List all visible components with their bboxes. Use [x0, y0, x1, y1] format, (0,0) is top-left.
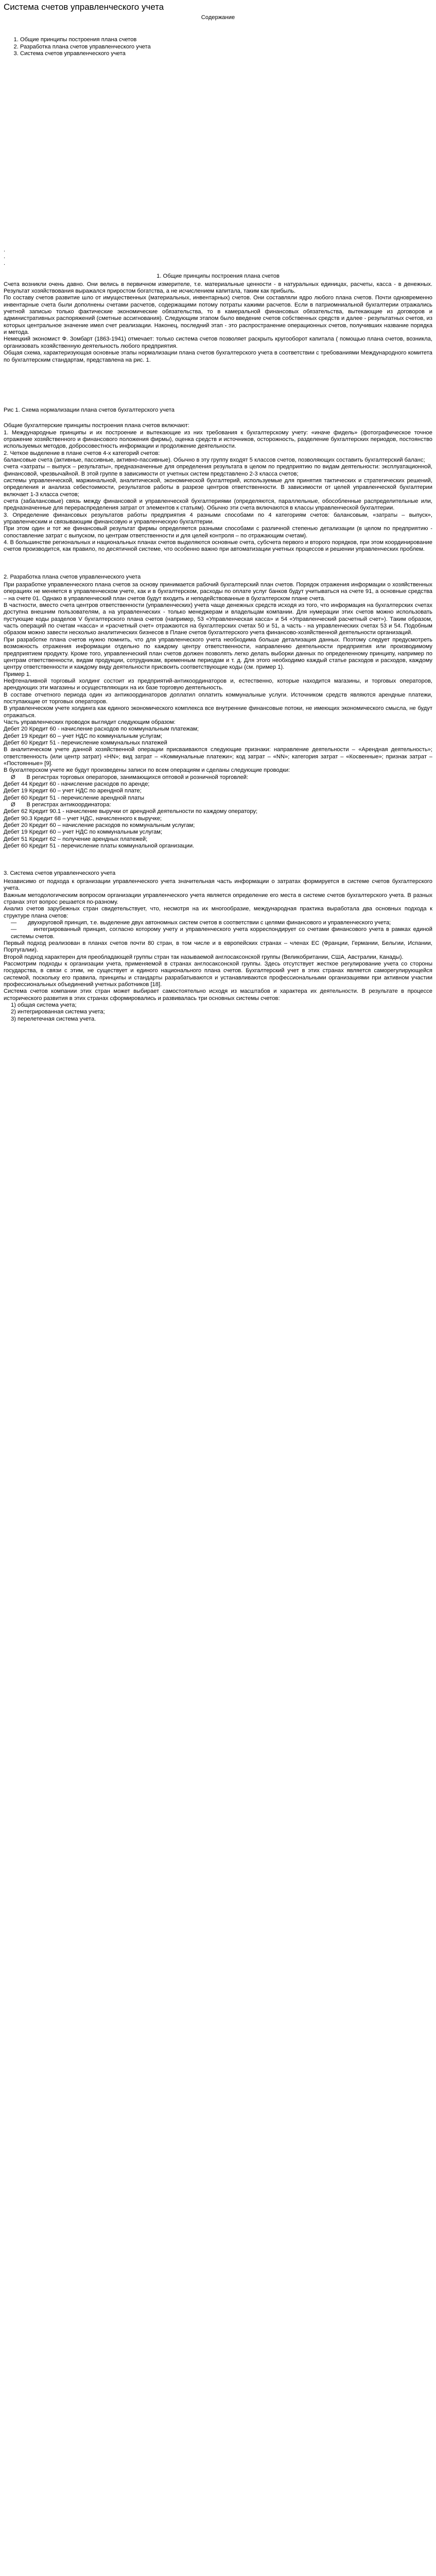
- entry-line: Дебет 60 Кредит 51 - перечисление платы коммунальной организации.: [4, 843, 195, 850]
- paragraph: Общие бухгалтерские принципы построения плана счетов включают:: [4, 422, 189, 429]
- entry-line: Дебет 51 Кредит 62 – получение арендных платежей;: [4, 836, 148, 842]
- paragraph: Рассмотрим подходы к организации учета, применяемой в странах англосаксонской группы. Здесь отсутствует жесткое регулирование учета со стороны государства, в связи с этим, не существует и единого национального плана счетов. Бухгалтерский учет в этих странах является саморегулирующейся системой, поскольку его правила, принципы и стандарты разрабатываются и устанавливаются профессиональными организациями при активном участии профессиональных объединений учетных работников [18].: [4, 960, 432, 988]
- document: [0, 0, 436, 1033]
- bullet-line: Ø В регистрах антикоординатора:: [11, 802, 111, 808]
- entry-line: Дебет 20 Кредит 60 - начисление расходов по коммунальным платежам;: [4, 726, 199, 733]
- list-item: 3) перелетечная система учета.: [11, 1015, 96, 1022]
- section-3-heading: 3. Система счетов управленческого учета: [4, 870, 116, 877]
- paragraph: счета (забалансовые) связь между финансовой и управленческой бухгалтериями (определяются, параллельные, обособленные распределительные или, предназначенные для перераспределения затрат от элементов к статьям). Обычно эти счета включаются в классы управленческой бухгалтерии.: [4, 498, 432, 512]
- paragraph: 1. Международные принципы и их построение и вытекающие из них требования к бухгалтерскому учету: «иначе фидель» (фотографическое точное отражение хозяйственного и финансового положения фирмы), оценка средств и источников, осторожность, разделение бухгалтерских периодов, постоянство используемых методов, добросовестность информации и продолжение деятельности.: [4, 429, 432, 450]
- paragraph: системы управленческой, маржинальной, аналитической, экономической бухгалтерий, используемые для принятия тактических и стратегических решений, определения и анализа себестоимости, результатов работы в разрезе центров ответственности. В зависимости от целей управленческой бухгалтерии включает 1-3 класса счетов;: [4, 477, 432, 498]
- paragraph: Система счетов компании этих стран может выбирает самостоятельно исходя из масштабов и характера их деятельности. В результате в процессе исторического развития в этих странах сформировались и развивалась три основных системы счетов:: [4, 988, 432, 1002]
- paragraph: Независимо от подхода к организации управленческого учета значительная часть информации о затратах формируется в системе счетов бухгалтерского учета.: [4, 878, 432, 892]
- bullet-text: В регистрах антикоординатора:: [26, 802, 111, 808]
- example-label: Пример 1.: [4, 671, 31, 677]
- entry-line: Дебет 60 Кредит 51 - перечисление арендной платы: [4, 794, 145, 801]
- paragraph: В составе отчетного периода один из антикоординаторов доплатил оплатить коммунальные услуги. Источником средств являются арендные платежи, поступающие от торговых операторов.: [4, 691, 432, 705]
- entry-line: Дебет 20 Кредит 60 – начисление расходов по коммунальным услугам;: [4, 822, 195, 829]
- section-2-heading: 2. Разработка плана счетов управленческого учета: [4, 573, 141, 580]
- paragraph: Часть управленческих проводок выглядит следующим образом:: [4, 719, 176, 725]
- entry-line: Дебет 19 Кредит 60 – учет НДС по коммунальным услугам;: [4, 829, 163, 836]
- paragraph: Анализ счетов зарубежных стран свидетельствует, что, несмотря на их многообразие, международная практика выработала два основных подхода к структуре плана счетов:: [4, 906, 432, 919]
- paragraph: счета «затраты – выпуск – результаты», предназначенные для определения результата в целом по предприятию по видам деятельности: эксплуатационной, финансовой, чрезвычайной. В этой группе в зависимости от учетных систем представлено 2-3 класса счетов;: [4, 464, 432, 477]
- entry-line: Дебет 90.3 Кредит 68 – учет НДС, начисленного к выручке;: [4, 815, 162, 822]
- dot-marker: .: [4, 253, 6, 260]
- entry-line: Дебет 19 Кредит 60 – учет НДС по арендной плате;: [4, 788, 142, 794]
- paragraph: При разработке управленческого плана счетов за основу принимается рабочий бухгалтерский план счетов. Порядок отражения информации о хозяйственных операциях не меняется в управленческом учете, как и в бухгалтерском, расходы по оплате услуг банков будут учитываться на счете 91, а основные средства – на счете 01. Однако в управленческий план счетов будут входить и неподействованные в бухгалтерском плане счета.: [4, 582, 432, 602]
- paragraph: Счета возникли очень давно. Они велись в первичном измерителе, т.е. материальные ценности - в натуральных единицах, расчеты, касса - в денежных. Результат хозяйствования выражался приростом богатства, а не исчислением капитала, таким как прибыль.: [4, 281, 432, 295]
- toc-heading: Содержание: [201, 14, 235, 21]
- entry-line: Дебет 44 Кредит 60 - начисление расходов по аренде;: [4, 781, 150, 788]
- toc-item[interactable]: 2. Разработка плана счетов управленческого учета: [20, 44, 432, 50]
- paragraph: балансовые счета (активные, пассивные, активно-пассивные). Обычно в эту группу входят 5 классов счетов, позволяющих составить бухгалтерский баланс;: [4, 456, 425, 463]
- paragraph: Нефтеналивной торговый холдинг состоит из предприятий-антикоординаторов и, естественно, которые находится магазины, и торговых операторов, арендующих эти магазины и осуществляющих на их базе торговую деятельность.: [4, 677, 432, 691]
- paragraph: В аналитическом учете данной хозяйственной операции присваиваются следующие признаки: направление деятельности – «Арендная деятельность»; ответственность (или центр затрат) «НN»; вид затрат – «Коммунальные платежи»; код затрат – «NN»; категория затрат – «Косвенные»; признак затрат – «Постоянные» [9].: [4, 747, 432, 767]
- bullet-line: — интегрированный принцип, согласно которому учету и управленческого учета корреспондирует со счетами финансового учета в рамках единой системы счетов.: [11, 926, 432, 940]
- section-1-heading: 1. Общие принципы построения плана счетов: [156, 273, 280, 280]
- paragraph: Общая схема, характеризующая основные этапы нормализации плана счетов бухгалтерского учета в соответствии с требованиями Международного комитета по бухгалтерским стандартам, представлена на рис. 1.: [4, 350, 432, 363]
- list-item: 2) интегрированная система учета;: [11, 1009, 105, 1015]
- bullet-text: интегрированный принцип, согласно которому учету и управленческого учета корреспондирует со счетами финансового учета в рамках единой системы счетов.: [11, 926, 432, 940]
- paragraph: В управленческом учете холдинга как единого экономического комплекса все внутренние финансовые потоки, не имеющих экономического смысла, не будут отражаться.: [4, 705, 432, 719]
- paragraph: 4. В большинстве региональных и национальных планах счетов выделяются основные счета, субсчета первого и второго порядков, при этом координирование счетов производится, как правило, по десятичной системе, что особенно важно при автоматизации учетных процессов и решении управленческих проблем.: [4, 539, 432, 553]
- toc-item[interactable]: 1. Общие принципы построения плана счетов: [20, 37, 432, 43]
- list-item: 1) общая система учета;: [11, 1002, 77, 1008]
- toc-item[interactable]: 3. Система счетов управленческого учета: [20, 50, 432, 57]
- paragraph: 3. Определение финансовых результатов работы предприятия 4 разными способами по 4 категориям счетов: балансовым, «затраты – выпуск», управленческим и связывающим финансовую и управленческую бухгалтерии.: [4, 512, 432, 525]
- paragraph: 2. Четкое выделение в плане счетов 4-х категорий счетов:: [4, 450, 160, 456]
- paragraph: Второй подход характерен для преобладающей группы стран так называемой англосаксонской группы (Великобритании, США, Австралии, Канады).: [4, 954, 404, 960]
- entry-line: Дебет 62 Кредит 90.1 - начисление выручки от арендной деятельности по каждому оператору;: [4, 808, 258, 815]
- figure-placeholder: [4, 364, 432, 405]
- entry-line: Дебет 19 Кредит 60 – учет НДС по коммунальным услугам;: [4, 733, 163, 739]
- bullet-text: В регистрах торговых операторов, занимающихся оптовой и розничной торговлей:: [26, 774, 249, 781]
- document-title: Система счетов управленческого учета: [4, 2, 164, 12]
- table-of-contents: [11, 37, 432, 57]
- bullet-text: двухкруговой принцип, т.е. выделение двух автономных систем счетов в соответствии с целями финансового и управленческого учета;: [27, 919, 391, 926]
- blank-area: [4, 57, 432, 247]
- paragraph: При этом один и тот же финансовый результат фирмы определяется разными способами с различной степенью детализации (в целом по предприятию - сопоставление затрат с выпуском, по центрам ответственности и для целей контроля – по отражающим счетам).: [4, 526, 432, 539]
- bullet-line: — двухкруговой принцип, т.е. выделение двух автономных систем счетов в соответствии с целями финансового и управленческого учета;: [11, 919, 391, 926]
- paragraph: Важным методологическим вопросом организации управленческого учета является определение его места в системе счетов бухгалтерского учета. В разных странах этот вопрос решается по-разному.: [4, 892, 432, 905]
- paragraph: Немецкий экономист Ф. Зомбарт (1863-1941) отмечает: только система счетов позволяет раскрыть кругооборот капитала ( помощью плана счетов, возникла, организовать хозяйственную деятельность любого предприятия.: [4, 336, 432, 349]
- bullet-line: Ø В регистрах торговых операторов, занимающихся оптовой и розничной торговлей:: [11, 774, 249, 781]
- entry-line: Дебет 60 Кредит 51 - перечисление коммунальных платежей: [4, 739, 167, 746]
- paragraph: При разработке плана счетов нужно помнить, что для управленческого учета необходима больше детализация данных. Поэтому следует предусмотреть возможность отражения информации отдельно по каждому центру ответственности, направлению деятельности предприятия или производимому предприятием продукту. Кроме того, управленческий план счетов должен позволять легко делать выборки данных по определенному принципу, например по центрам ответственности, видам продукции, сотрудникам, временным периодам и т. д. Для этого необходимо каждый статье расходов и расходов, каждому центру ответственности и каждому виду деятельности присвоить соответствующие коды (см. пример 1).: [4, 636, 432, 671]
- paragraph: В частности, вместо счета центров ответственности (управленческих) учета чаще денежных средств исходя из того, что информация на бухгалтерских счетах доступна внешним пользователям, а на управленческих - только менеджерам и владельцам компании. Для нумерации этих счетов можно использовать пустующие коды разделов V бухгалтерского плана счетов (например, 53 «Управленческая касса» и 54 «Управленческий расчетный счет»). Таким образом, часть операций по счетам «касса» и «расчетный счет» отражаются на бухгалтерских счетах 50 и 51, а часть - на управленческих счетах 53 и 54. Подобным образом можно завести несколько аналитических бизнесов в Плане счетов бухгалтерского учета финансово-хозяйственной деятельности организаций.: [4, 602, 432, 636]
- paragraph: Первый подход реализован в планах счетов почти 80 стран, в том числе и в европейских странах – членах ЕС (Франции, Германии, Бельгии, Испании, Португалии).: [4, 940, 432, 954]
- dot-marker: .: [4, 247, 6, 253]
- paragraph: По составу счетов развитие шло от имущественных (материальных, инвентарных) счетов. Они составляли ядро любого плана счетов. Почти одновременно инвентарные счета были дополнены счетами расчетов, содержащими потому потраты кажими расчетов. Если в патриомниальной бухгалтерии отражались учетной записью только фактические экономические обязательства, то в камеральной финансовых обязательства, вытекающие из договоров и административных распоряжений (сметные ассигнования). Следующим этапом было введение счетов собственных средств и далее - результатных счетов, из которых центральное значение имел счет реализации. Наконец, последний этап - это распространение операционных счетов, получивших название порядка и метода.: [4, 295, 432, 336]
- dot-marker: .: [4, 260, 6, 267]
- figure-caption: Рис 1. Схема нормализации плана счетов бухгалтерского учета: [4, 406, 175, 413]
- paragraph: В бухгалтерском учете же будут произведены записи по всем операциям и сделаны следующие проводки:: [4, 767, 290, 774]
